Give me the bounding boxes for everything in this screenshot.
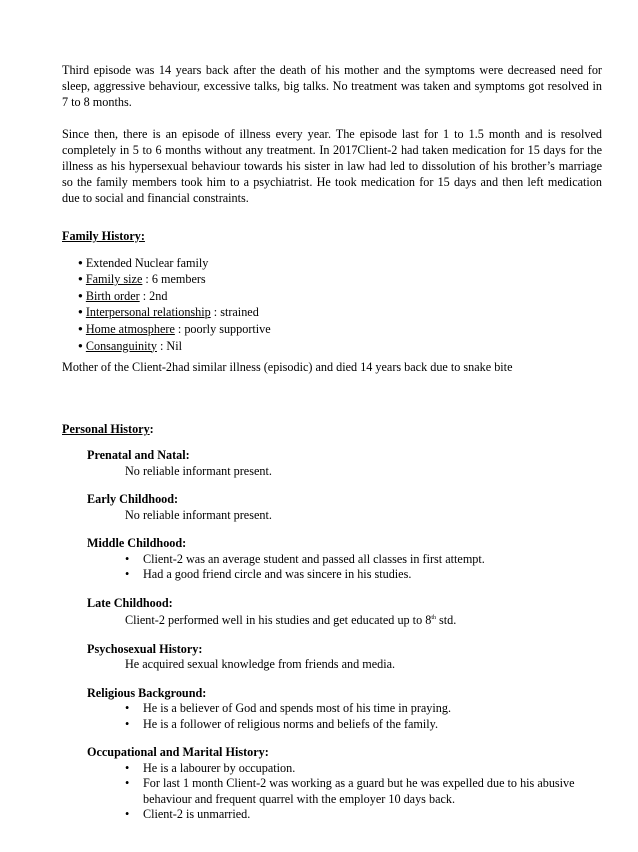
section-text: Client-2 performed well in his studies and get educated up to 8th std. bbox=[125, 613, 457, 628]
bullet-icon: ● bbox=[78, 290, 83, 300]
paragraph-third-episode: Third episode was 14 years back after the death of his mother and the symptoms were decreased need for sleep, aggressive behaviour, excessive talks, big talks. No treatment was taken and symptoms got resolved in 7 to 8 months. bbox=[62, 63, 602, 110]
list-item: • He is a follower of religious norms and beliefs of the family. bbox=[125, 716, 439, 731]
section-title: Psychosexual History: bbox=[87, 641, 203, 656]
section-title: Middle Childhood: bbox=[87, 536, 187, 551]
section-list bbox=[87, 552, 602, 583]
section-middle-childhood bbox=[87, 536, 602, 583]
list-item: ● Family size : 6 members bbox=[78, 272, 206, 287]
section-text: No reliable informant present. bbox=[125, 507, 272, 522]
section-early-childhood bbox=[87, 492, 602, 523]
bullet-icon: • bbox=[125, 776, 130, 791]
family-history-note: Mother of the Client-2had similar illness (episodic) and died 14 years back due to snake bite bbox=[62, 360, 513, 375]
bullet-icon: ● bbox=[78, 274, 83, 284]
paragraph-illness-course: Since then, there is an episode of illness every year. The episode last for 1 to 1.5 month and is resolved completely in 5 to 6 months without any treatment. In 2017Client-2 had taken medication for 15 days for the illness as his hypersexual behaviour towards his sister in law had led to dissolution of his brother’s marriage so the family members took him to a psychiatrist. He took medication for 15 days and then left medication due to social and financial constraints. bbox=[62, 126, 602, 206]
bullet-icon: ● bbox=[78, 257, 83, 267]
bullet-icon: • bbox=[125, 760, 130, 775]
list-item: • Had a good friend circle and was sincere in his studies. bbox=[125, 567, 412, 582]
bullet-icon: ● bbox=[78, 324, 83, 333]
section-prenatal bbox=[87, 448, 602, 479]
list-item: • Client-2 was an average student and passed all classes in first attempt. bbox=[125, 551, 485, 566]
section-occupational-marital bbox=[87, 745, 602, 823]
family-history-heading: Family History: bbox=[62, 228, 145, 243]
list-item: ● Home atmosphere : poorly supportive bbox=[78, 322, 271, 336]
list-item: ● Extended Nuclear family bbox=[78, 255, 209, 270]
list-item: • He is a labourer by occupation. bbox=[125, 760, 296, 775]
bullet-icon: • bbox=[125, 701, 130, 716]
section-list bbox=[87, 761, 602, 823]
section-title: Early Childhood: bbox=[87, 492, 179, 507]
section-late-childhood bbox=[87, 596, 602, 629]
bullet-icon: • bbox=[125, 567, 130, 582]
section-list bbox=[87, 701, 602, 732]
section-religious bbox=[87, 686, 602, 733]
section-text: He acquired sexual knowledge from friends and media. bbox=[125, 657, 396, 672]
section-title: Prenatal and Natal: bbox=[87, 448, 190, 463]
section-title: Religious Background: bbox=[87, 685, 207, 700]
bullet-icon: • bbox=[125, 551, 130, 566]
bullet-icon: • bbox=[125, 716, 130, 731]
list-item: ● Interpersonal relationship : strained bbox=[78, 305, 259, 320]
bullet-icon: • bbox=[125, 807, 130, 822]
personal-history-heading: Personal History: bbox=[62, 422, 154, 437]
section-title: Late Childhood: bbox=[87, 595, 173, 610]
list-item: • For last 1 month Client-2 was working as a guard but he was expelled due to his abusive behaviour and frequent quarrel with the employer 10 days back. bbox=[125, 776, 575, 806]
list-item: ● Consanguinity : Nil bbox=[78, 338, 183, 353]
list-item: • He is a believer of God and spends most of his time in praying. bbox=[125, 701, 452, 716]
document-page bbox=[62, 62, 602, 823]
list-item: • Client-2 is unmarried. bbox=[125, 807, 251, 822]
family-history-list bbox=[62, 256, 602, 356]
section-psychosexual bbox=[87, 642, 602, 673]
list-item: ● Birth order : 2nd bbox=[78, 288, 168, 303]
bullet-icon: ● bbox=[78, 307, 83, 317]
section-title: Occupational and Marital History: bbox=[87, 745, 269, 760]
section-text: No reliable informant present. bbox=[125, 463, 272, 478]
bullet-icon: ● bbox=[78, 340, 83, 350]
